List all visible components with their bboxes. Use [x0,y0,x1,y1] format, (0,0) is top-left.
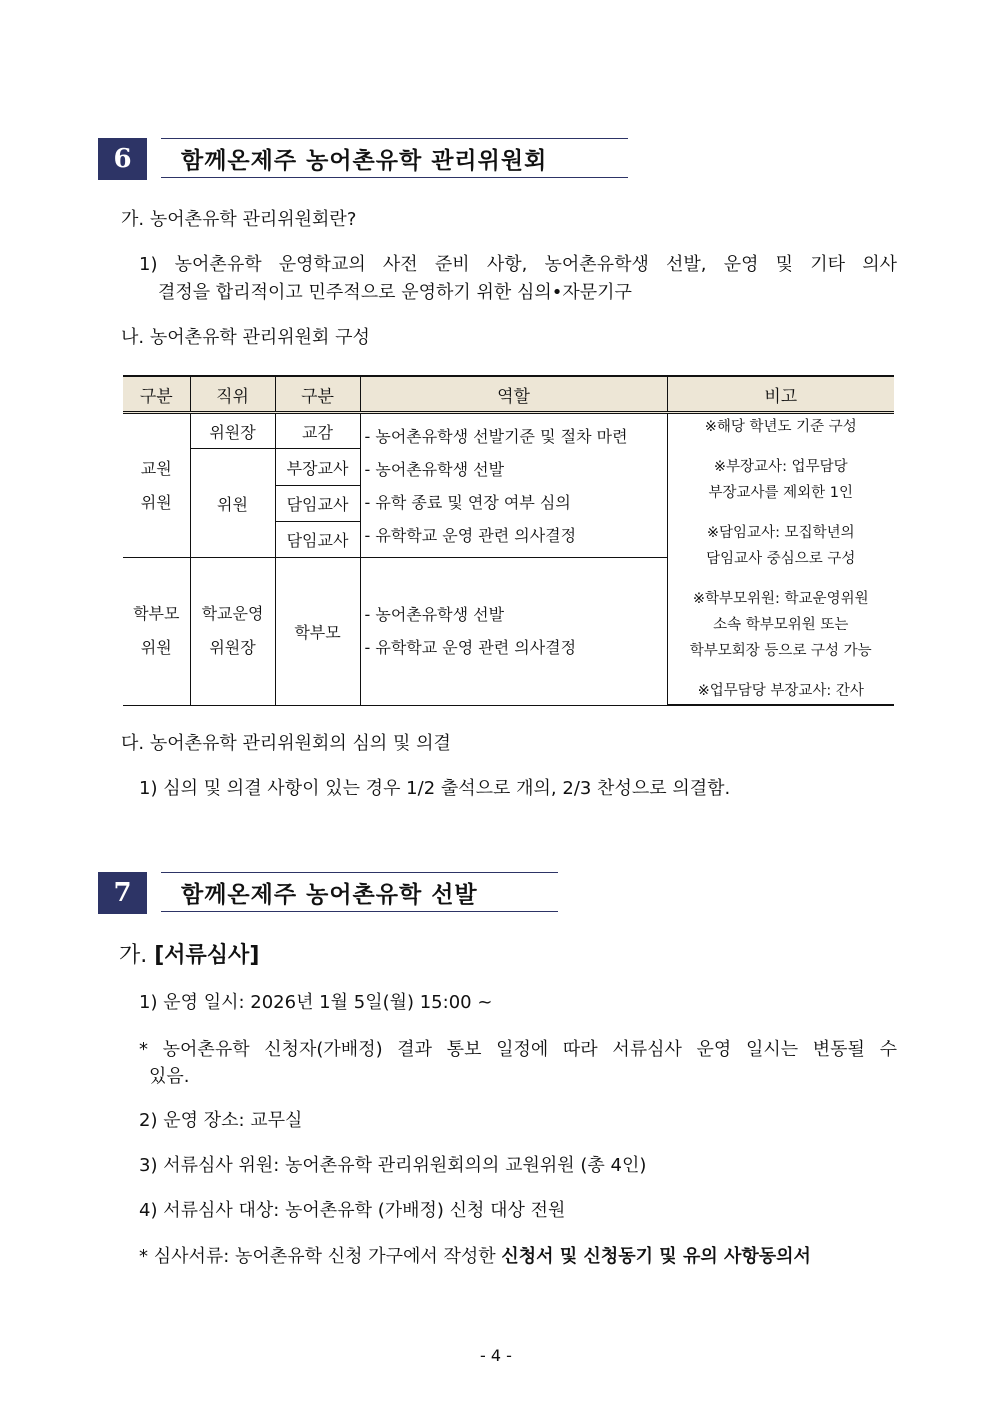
note-item: ※학부모위원: 학교운영위원 [692,591,869,607]
member-type: 담임교사 [275,522,360,558]
committee-composition-table [123,375,894,706]
section-6-title: 함께온제주 농어촌유학 관리위원회 [161,138,628,178]
header-role: 역할 [360,376,667,413]
section-7-a-heading [119,940,259,972]
table-header-row [123,376,894,413]
note-item: ※해당 학년도 기준 구성 [704,419,857,435]
section-6-c-heading: 다. 농어촌유학 관리위원회의 심의 및 의결 [121,733,451,754]
section-7-note2-bold: 신청서 및 신청동기 및 유의 사항동의서 [501,1246,811,1267]
chair-position: 위원장 [190,413,275,449]
section-7-note1-line1: * 농어촌유학 신청자(가배정) 결과 통보 일정에 따라 서류심사 운영 일시는 변동될 수 [139,1039,897,1060]
section-7-heading [98,872,558,914]
role-item: - 농어촌유학생 선발 [364,459,505,479]
note-item: ※부장교사: 업무담당 [713,459,848,475]
note-item: 담임교사 중심으로 구성 [706,551,856,567]
section-6-a-item1-line1: 1) 농어촌유학 운영학교의 사전 준비 사항, 농어촌유학생 선발, 운영 및 기타 의사 [139,254,897,275]
note-item: 부장교사를 제외한 1인 [708,485,853,501]
section-7-title: 함께온제주 농어촌유학 선발 [161,872,558,912]
parent-type: 학부모 [275,558,360,705]
section-6-a-item1-line2: 결정을 합리적이고 민주적으로 운영하기 위한 심의•자문기구 [158,282,632,303]
note-item: ※업무담당 부장교사: 간사 [697,683,864,699]
teacher-roles [360,413,667,558]
teacher-member-group: 교원 위원 [123,413,190,558]
section-7-item4: 4) 서류심사 대상: 농어촌유학 (가배정) 신청 대상 전원 [139,1200,566,1221]
parent-position: 학교운영 위원장 [190,558,275,705]
note-item: ※담임교사: 모집학년의 [706,525,855,541]
section-6-b-heading: 나. 농어촌유학 관리위원회 구성 [121,327,370,348]
chair-type: 교감 [275,413,360,449]
page-number: - 4 - [480,1346,512,1365]
section-7-item2: 2) 운영 장소: 교무실 [139,1110,303,1131]
parent-roles [360,558,667,705]
note-item: 소속 학부모위원 또는 [713,617,849,633]
role-item: - 농어촌유학생 선발 [364,605,505,625]
section-7-item3: 3) 서류심사 위원: 농어촌유학 관리위원회의의 교원위원 (총 4인) [139,1155,647,1176]
parent-member-group: 학부모 위원 [123,558,190,705]
section-7-note2-prefix: * 심사서류: 농어촌유학 신청 가구에서 작성한 [139,1246,502,1267]
role-item: - 유학 종료 및 연장 여부 심의 [364,492,571,512]
section-6-a-heading: 가. 농어촌유학 관리위원회란? [121,209,357,230]
section-7-a-bold: [서류심사] [154,943,260,968]
committee-notes [667,413,894,706]
section-6-heading [98,138,628,180]
role-item: - 농어촌유학생 선발기준 및 절차 마련 [364,426,628,446]
section-7-number: 7 [98,872,147,914]
section-6-c-item1: 1) 심의 및 의결 사항이 있는 경우 1/2 출석으로 개의, 2/3 찬성으로 의결함. [139,778,731,799]
section-7-item1: 1) 운영 일시: 2026년 1월 5일(월) 15:00 ~ [139,992,493,1013]
role-item: - 유학학교 운영 관련 의사결정 [364,525,577,545]
member-position: 위원 [190,449,275,558]
member-type: 담임교사 [275,486,360,522]
header-category: 구분 [123,376,190,413]
section-7-a-prefix: 가. [119,943,155,968]
role-item: - 유학학교 운영 관련 의사결정 [364,638,577,658]
section-7-note2 [139,1244,811,1270]
header-type: 구분 [275,376,360,413]
header-position: 직위 [190,376,275,413]
table-row [123,413,894,449]
member-type: 부장교사 [275,449,360,486]
section-6-number: 6 [98,138,147,180]
note-item: 학부모회장 등으로 구성 가능 [689,643,872,659]
section-7-note1-line2: 있음. [149,1066,190,1087]
header-notes: 비고 [667,376,894,413]
